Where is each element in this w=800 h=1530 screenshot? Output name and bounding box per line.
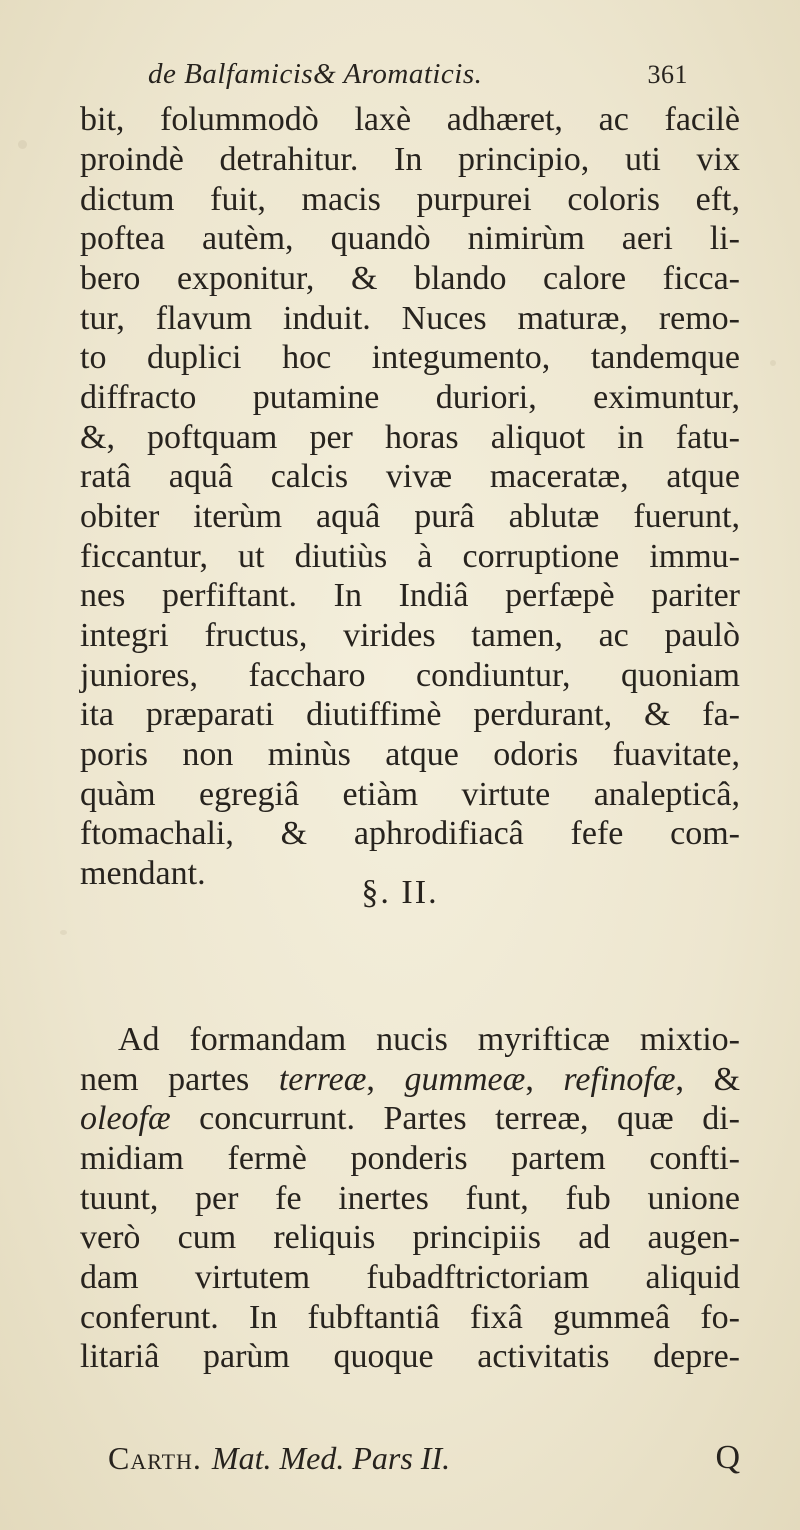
signature-work: Mat. Med. Pars II.: [211, 1440, 451, 1476]
text-line: integri fructus, virides tamen, ac paulò: [80, 617, 740, 654]
running-head: [148, 58, 688, 98]
text-line: litariâ parùm quoque activitatis depre-: [80, 1338, 740, 1375]
text-run: , &: [675, 1061, 741, 1098]
text-line: ftomachali, & aphrodifiacâ fefe com-: [80, 815, 740, 852]
text-line: tur, flavum induit. Nuces maturæ, remo-: [80, 300, 740, 337]
text-line: dam virtutem fubadftrictoriam aliquid: [80, 1259, 740, 1296]
catchline: [108, 1438, 740, 1482]
text-line: mendant.: [80, 855, 206, 892]
text-run: concurrunt. Partes terreæ, quæ di-: [170, 1100, 740, 1137]
text-run: ,: [525, 1061, 564, 1098]
text-line: juniores, faccharo condiuntur, quoniam: [80, 657, 740, 694]
text-line: poftea autèm, quandò nimirùm aeri li-: [80, 220, 740, 257]
section-heading: §. II.: [361, 874, 439, 911]
text-line: ratâ aquâ calcis vivæ maceratæ, atque: [80, 458, 740, 495]
term-gummeae: gummeæ: [404, 1061, 526, 1098]
text-line: ficcantur, ut diutiùs à corruptione immu-: [80, 538, 740, 575]
term-oleosae: oleofæ: [80, 1100, 171, 1137]
text-line: bero exponitur, & blando calore ficca-: [80, 260, 740, 297]
text-line: to duplici hoc integumento, tandemque: [80, 339, 740, 376]
paper-foxing-spot: [18, 140, 27, 149]
text-line: ita præparati diutiffimè perdurant, & fa-: [80, 696, 740, 733]
text-line: verò cum reliquis principiis ad augen-: [80, 1219, 740, 1256]
text-line: [80, 1060, 740, 1100]
text-line: dictum fuit, macis purpurei coloris eft,: [80, 181, 740, 218]
text-line: Ad formandam nucis myrifticæ mixtio-: [118, 1021, 740, 1058]
term-terreae: terreæ: [278, 1061, 367, 1098]
text-line: diffracto putamine duriori, eximuntur,: [80, 379, 740, 416]
text-line: tuunt, per fe inertes funt, fub unione: [80, 1180, 740, 1217]
text-run: ,: [366, 1061, 405, 1098]
text-line: midiam fermè ponderis partem confti-: [80, 1140, 740, 1177]
paper-foxing-spot: [60, 930, 67, 935]
text-line: bit, folummodò laxè adhæret, ac facilè: [80, 101, 740, 138]
text-line: conferunt. In fubftantiâ fixâ gummeâ fo-: [80, 1299, 740, 1336]
text-run: nem partes: [80, 1061, 279, 1098]
page-number: 361: [647, 60, 688, 89]
text-line: poris non minùs atque odoris fuavitate,: [80, 736, 740, 773]
term-resinosae: refinofæ: [563, 1061, 676, 1098]
signature-author: Carth.: [108, 1440, 202, 1476]
running-head-title: de Balfamicis& Aromaticis.: [148, 58, 483, 90]
text-line: obiter iterùm aquâ purâ ablutæ fuerunt,: [80, 498, 740, 535]
signature-mark: Q: [715, 1439, 740, 1476]
text-line: proindè detrahitur. In principio, uti vix: [80, 141, 740, 178]
text-line: quàm egregiâ etiàm virtute analepticâ,: [80, 776, 740, 813]
text-line: nes perfiftant. In Indiâ perfæpè pariter: [80, 577, 740, 614]
text-line: &, poftquam per horas aliquot in fatu-: [80, 419, 740, 456]
paper-foxing-spot: [770, 360, 776, 366]
text-line: [80, 1099, 740, 1139]
